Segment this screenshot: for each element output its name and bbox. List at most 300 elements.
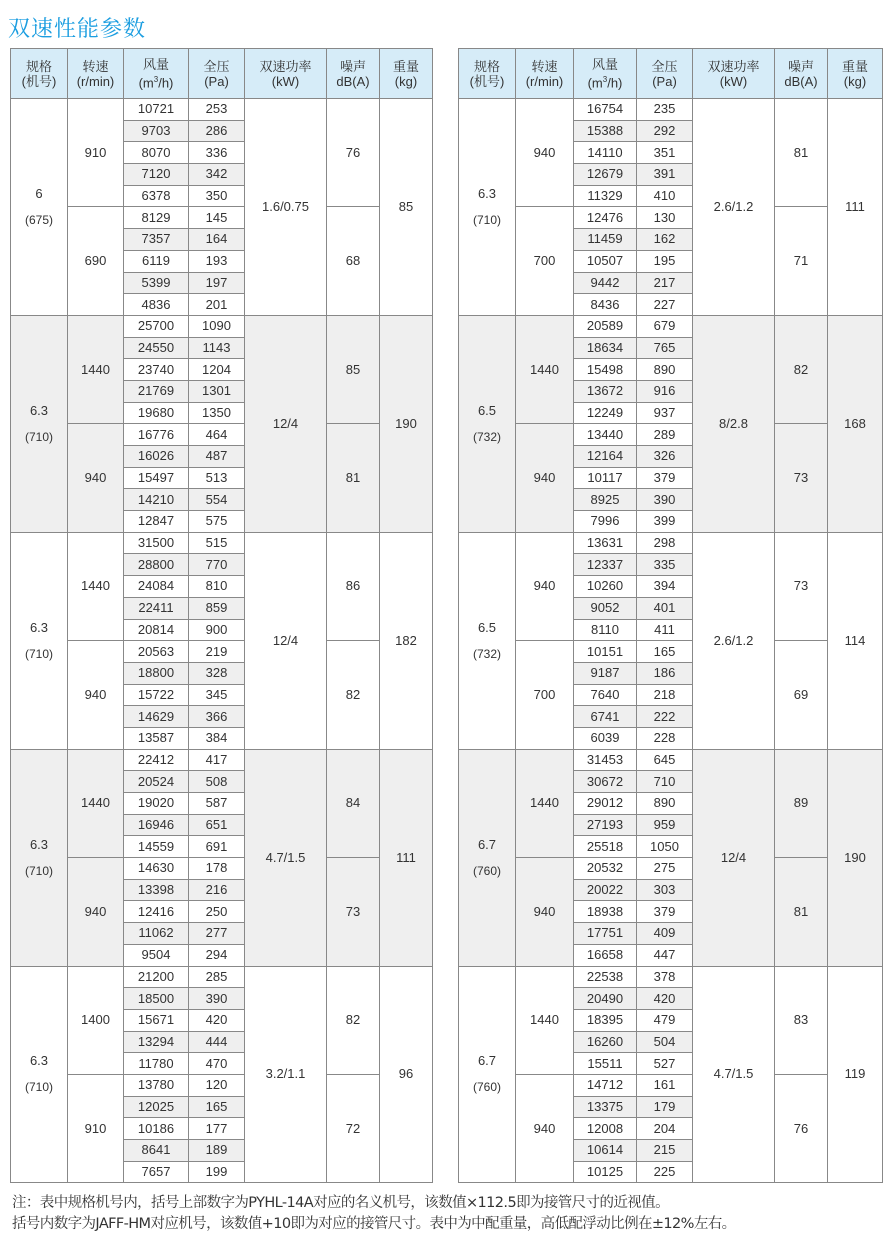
- header-flow-label: 风量: [142, 56, 169, 72]
- flow-cell: 8925: [574, 489, 637, 511]
- table-row: [459, 424, 883, 446]
- pressure-cell: 394: [637, 576, 693, 598]
- flow-cell: 15498: [574, 359, 637, 381]
- pressure-cell: 651: [189, 814, 245, 836]
- noise-cell: 83: [775, 966, 828, 1074]
- pressure-cell: 384: [189, 727, 245, 749]
- flow-cell: 11780: [124, 1053, 189, 1075]
- weight-cell: 85: [380, 99, 433, 316]
- power-cell: 12/4: [245, 315, 327, 532]
- speed-cell: 1440: [516, 315, 574, 423]
- speed-cell: 910: [68, 1074, 124, 1182]
- pressure-cell: 390: [189, 988, 245, 1010]
- pressure-cell: 161: [637, 1074, 693, 1096]
- flow-cell: 9504: [124, 944, 189, 966]
- flow-cell: 12476: [574, 207, 637, 229]
- header-spec-label: 规格: [25, 58, 52, 74]
- pressure-cell: 326: [637, 446, 693, 468]
- header-pressure-unit: (Pa): [652, 73, 677, 89]
- header-spec-unit: (机号): [21, 73, 57, 89]
- pressure-cell: 342: [189, 164, 245, 186]
- flow-cell: 7640: [574, 684, 637, 706]
- speed-cell: 940: [516, 99, 574, 207]
- table-row: [11, 749, 433, 771]
- flow-cell: 25700: [124, 315, 189, 337]
- table-row: [11, 532, 433, 554]
- speed-cell: 940: [68, 641, 124, 749]
- power-cell: 3.2/1.1: [245, 966, 327, 1183]
- pressure-cell: 328: [189, 662, 245, 684]
- pressure-cell: 164: [189, 229, 245, 251]
- header-power-label: 双速功率: [707, 58, 760, 74]
- pressure-cell: 1090: [189, 315, 245, 337]
- pressure-cell: 235: [637, 99, 693, 121]
- flow-cell: 19680: [124, 402, 189, 424]
- pressure-cell: 275: [637, 858, 693, 880]
- pressure-cell: 201: [189, 294, 245, 316]
- header-noise-unit: dB(A): [784, 73, 818, 89]
- table-row: [459, 749, 883, 771]
- weight-cell: 190: [828, 749, 883, 966]
- flow-cell: 12416: [124, 901, 189, 923]
- pressure-cell: 215: [637, 1140, 693, 1162]
- table-row: [459, 315, 883, 337]
- pressure-cell: 575: [189, 511, 245, 533]
- flow-cell: 30672: [574, 771, 637, 793]
- flow-cell: 13375: [574, 1096, 637, 1118]
- header-spec: [459, 49, 516, 99]
- flow-cell: 9703: [124, 120, 189, 142]
- spec-sub-number: (710): [472, 212, 501, 227]
- pressure-cell: 691: [189, 836, 245, 858]
- flow-cell: 8070: [124, 142, 189, 164]
- notes: [12, 1193, 736, 1235]
- pressure-cell: 1204: [189, 359, 245, 381]
- table-header: [459, 49, 883, 99]
- speed-cell: 1400: [68, 966, 124, 1074]
- header-flow-unit: (m: [587, 75, 603, 91]
- flow-cell: 12679: [574, 164, 637, 186]
- pressure-cell: 900: [189, 619, 245, 641]
- spec-number: 6.5: [477, 619, 497, 635]
- flow-cell: 15722: [124, 684, 189, 706]
- header-flow-sup: 3: [153, 74, 159, 84]
- note-line: 括号内数字为JAFF-HM对应机号，该数值+10即为对应的接管尺寸。表中为中配重量，高低配浮动比例在±12%左右。: [12, 1216, 736, 1232]
- flow-cell: 6741: [574, 706, 637, 728]
- noise-cell: 82: [327, 641, 380, 749]
- table-row: [11, 424, 433, 446]
- flow-cell: 11062: [124, 923, 189, 945]
- pressure-cell: 253: [189, 99, 245, 121]
- noise-cell: 82: [327, 966, 380, 1074]
- spec-cell: [459, 966, 516, 1183]
- header-power: [245, 49, 327, 99]
- header-speed-label: 转速: [82, 58, 109, 74]
- header-weight-unit: (kg): [843, 73, 867, 89]
- flow-cell: 24084: [124, 576, 189, 598]
- pressure-cell: 679: [637, 315, 693, 337]
- flow-cell: 20524: [124, 771, 189, 793]
- flow-cell: 16260: [574, 1031, 637, 1053]
- pressure-cell: 959: [637, 814, 693, 836]
- noise-cell: 68: [327, 207, 380, 315]
- flow-cell: 7357: [124, 229, 189, 251]
- pressure-cell: 178: [189, 858, 245, 880]
- pressure-cell: 765: [637, 337, 693, 359]
- table-row: [459, 1074, 883, 1096]
- pressure-cell: 289: [637, 424, 693, 446]
- power-cell: 12/4: [245, 532, 327, 749]
- flow-cell: 14712: [574, 1074, 637, 1096]
- flow-cell: 24550: [124, 337, 189, 359]
- pressure-cell: 409: [637, 923, 693, 945]
- pressure-cell: 225: [637, 1161, 693, 1183]
- flow-cell: 7120: [124, 164, 189, 186]
- flow-cell: 16946: [124, 814, 189, 836]
- pressure-cell: 366: [189, 706, 245, 728]
- speed-cell: 1440: [68, 315, 124, 423]
- pressure-cell: 216: [189, 879, 245, 901]
- flow-cell: 14210: [124, 489, 189, 511]
- flow-cell: 10186: [124, 1118, 189, 1140]
- pressure-cell: 350: [189, 185, 245, 207]
- flow-cell: 9187: [574, 662, 637, 684]
- pressure-cell: 399: [637, 511, 693, 533]
- pressure-cell: 165: [189, 1096, 245, 1118]
- header-weight: [828, 49, 883, 99]
- flow-cell: 13440: [574, 424, 637, 446]
- flow-cell: 22412: [124, 749, 189, 771]
- speed-cell: 940: [68, 858, 124, 966]
- header-speed: [68, 49, 124, 99]
- noise-cell: 76: [775, 1074, 828, 1182]
- pressure-cell: 1350: [189, 402, 245, 424]
- header-speed-unit: (r/min): [76, 73, 115, 89]
- noise-cell: 69: [775, 641, 828, 749]
- header-flow-label: 风量: [591, 56, 618, 72]
- pressure-cell: 504: [637, 1031, 693, 1053]
- flow-cell: 10125: [574, 1161, 637, 1183]
- spec-cell: [11, 966, 68, 1183]
- spec-number: 6.7: [477, 1053, 497, 1069]
- header-pressure-label: 全压: [651, 58, 678, 74]
- spec-number: 6.5: [477, 402, 497, 418]
- flow-cell: 12008: [574, 1118, 637, 1140]
- pressure-cell: 391: [637, 164, 693, 186]
- spec-number: 6.3: [29, 619, 49, 635]
- performance-table-right: [458, 48, 883, 1183]
- header-flow: [124, 49, 189, 99]
- pressure-cell: 410: [637, 185, 693, 207]
- table-row: [11, 858, 433, 880]
- flow-cell: 20022: [574, 879, 637, 901]
- spec-number: 6.7: [477, 836, 497, 852]
- flow-cell: 15511: [574, 1053, 637, 1075]
- header-weight-unit: (kg): [394, 73, 418, 89]
- pressure-cell: 179: [637, 1096, 693, 1118]
- speed-cell: 1440: [68, 749, 124, 857]
- pressure-cell: 916: [637, 380, 693, 402]
- table-row: [11, 1074, 433, 1096]
- flow-cell: 28800: [124, 554, 189, 576]
- header-power-unit: (kW): [271, 73, 300, 89]
- flow-cell: 10614: [574, 1140, 637, 1162]
- performance-table-left: [10, 48, 433, 1183]
- spec-number: 6.3: [29, 1053, 49, 1069]
- table-row: [459, 207, 883, 229]
- flow-cell: 18395: [574, 1009, 637, 1031]
- pressure-cell: 336: [189, 142, 245, 164]
- spec-sub-number: (732): [472, 646, 501, 661]
- header-spec-unit: (机号): [469, 73, 505, 89]
- pressure-cell: 890: [637, 359, 693, 381]
- pressure-cell: 120: [189, 1074, 245, 1096]
- table-row: [459, 641, 883, 663]
- table-row: [11, 207, 433, 229]
- header-flow-sup: 3: [602, 74, 608, 84]
- flow-cell: 19020: [124, 793, 189, 815]
- flow-cell: 18500: [124, 988, 189, 1010]
- spec-cell: [11, 99, 68, 316]
- header-pressure-label: 全压: [203, 58, 230, 74]
- header-flow-unit: (m: [138, 75, 154, 91]
- header-weight-label: 重量: [841, 58, 868, 74]
- pressure-cell: 937: [637, 402, 693, 424]
- header-speed-label: 转速: [531, 58, 558, 74]
- weight-cell: 182: [380, 532, 433, 749]
- power-cell: 2.6/1.2: [693, 532, 775, 749]
- table-row: [11, 641, 433, 663]
- flow-cell: 16658: [574, 944, 637, 966]
- flow-cell: 14629: [124, 706, 189, 728]
- flow-cell: 6039: [574, 727, 637, 749]
- header-spec-label: 规格: [473, 58, 500, 74]
- noise-cell: 81: [775, 858, 828, 966]
- weight-cell: 168: [828, 315, 883, 532]
- flow-cell: 11329: [574, 185, 637, 207]
- flow-cell: 17751: [574, 923, 637, 945]
- spec-sub-number: (710): [24, 1080, 53, 1095]
- pressure-cell: 515: [189, 532, 245, 554]
- spec-number: 6.3: [29, 402, 49, 418]
- pressure-cell: 177: [189, 1118, 245, 1140]
- pressure-cell: 417: [189, 749, 245, 771]
- pressure-cell: 710: [637, 771, 693, 793]
- pressure-cell: 645: [637, 749, 693, 771]
- flow-cell: 20563: [124, 641, 189, 663]
- pressure-cell: 335: [637, 554, 693, 576]
- flow-cell: 8110: [574, 619, 637, 641]
- header-flow: [574, 49, 637, 99]
- header-noise: [775, 49, 828, 99]
- header-spec: [11, 49, 68, 99]
- flow-cell: 10260: [574, 576, 637, 598]
- noise-cell: 81: [327, 424, 380, 532]
- pressure-cell: 587: [189, 793, 245, 815]
- noise-cell: 85: [327, 315, 380, 423]
- flow-cell: 9052: [574, 597, 637, 619]
- pressure-cell: 145: [189, 207, 245, 229]
- spec-sub-number: (675): [24, 212, 53, 227]
- spec-number: 6.3: [29, 836, 49, 852]
- pressure-cell: 447: [637, 944, 693, 966]
- header-power: [693, 49, 775, 99]
- pressure-cell: 277: [189, 923, 245, 945]
- pressure-cell: 351: [637, 142, 693, 164]
- pressure-cell: 470: [189, 1053, 245, 1075]
- weight-cell: 190: [380, 315, 433, 532]
- pressure-cell: 162: [637, 229, 693, 251]
- noise-cell: 89: [775, 749, 828, 857]
- spec-cell: [459, 315, 516, 532]
- spec-sub-number: (732): [472, 429, 501, 444]
- spec-number: 6.3: [477, 185, 497, 201]
- speed-cell: 940: [516, 424, 574, 532]
- flow-cell: 13294: [124, 1031, 189, 1053]
- speed-cell: 940: [516, 858, 574, 966]
- pressure-cell: 303: [637, 879, 693, 901]
- pressure-cell: 130: [637, 207, 693, 229]
- weight-cell: 96: [380, 966, 433, 1183]
- speed-cell: 940: [68, 424, 124, 532]
- pressure-cell: 464: [189, 424, 245, 446]
- flow-cell: 21769: [124, 380, 189, 402]
- spec-sub-number: (710): [24, 646, 53, 661]
- flow-cell: 20532: [574, 858, 637, 880]
- header-weight-label: 重量: [392, 58, 419, 74]
- flow-cell: 18634: [574, 337, 637, 359]
- pressure-cell: 285: [189, 966, 245, 988]
- flow-cell: 16026: [124, 446, 189, 468]
- flow-cell: 15388: [574, 120, 637, 142]
- speed-cell: 690: [68, 207, 124, 315]
- flow-cell: 22411: [124, 597, 189, 619]
- flow-cell: 13631: [574, 532, 637, 554]
- header-speed-unit: (r/min): [525, 73, 564, 89]
- pressure-cell: 222: [637, 706, 693, 728]
- header-flow-unit-end: /h): [158, 75, 174, 91]
- noise-cell: 71: [775, 207, 828, 315]
- power-cell: 4.7/1.5: [693, 966, 775, 1183]
- header-noise-unit: dB(A): [336, 73, 370, 89]
- flow-cell: 20814: [124, 619, 189, 641]
- pressure-cell: 444: [189, 1031, 245, 1053]
- table-row: [11, 99, 433, 121]
- header-pressure: [189, 49, 245, 99]
- pressure-cell: 217: [637, 272, 693, 294]
- table-row: [459, 532, 883, 554]
- header-pressure: [637, 49, 693, 99]
- flow-cell: 14559: [124, 836, 189, 858]
- power-cell: 12/4: [693, 749, 775, 966]
- flow-cell: 12025: [124, 1096, 189, 1118]
- flow-cell: 6119: [124, 250, 189, 272]
- flow-cell: 14110: [574, 142, 637, 164]
- flow-cell: 13780: [124, 1074, 189, 1096]
- flow-cell: 8129: [124, 207, 189, 229]
- flow-cell: 6378: [124, 185, 189, 207]
- flow-cell: 25518: [574, 836, 637, 858]
- noise-cell: 73: [775, 424, 828, 532]
- header-power-label: 双速功率: [259, 58, 312, 74]
- flow-cell: 10151: [574, 641, 637, 663]
- spec-sub-number: (760): [472, 1080, 501, 1095]
- flow-cell: 31453: [574, 749, 637, 771]
- flow-cell: 13672: [574, 380, 637, 402]
- power-cell: 1.6/0.75: [245, 99, 327, 316]
- noise-cell: 72: [327, 1074, 380, 1182]
- flow-cell: 23740: [124, 359, 189, 381]
- flow-cell: 16754: [574, 99, 637, 121]
- speed-cell: 700: [516, 207, 574, 315]
- pressure-cell: 345: [189, 684, 245, 706]
- flow-cell: 7657: [124, 1161, 189, 1183]
- flow-cell: 22538: [574, 966, 637, 988]
- pressure-cell: 479: [637, 1009, 693, 1031]
- flow-cell: 15671: [124, 1009, 189, 1031]
- pressure-cell: 401: [637, 597, 693, 619]
- header-pressure-unit: (Pa): [204, 73, 229, 89]
- pressure-cell: 379: [637, 901, 693, 923]
- note-line: 注：表中规格机号内，括号上部数字为PYHL-14A对应的名义机号，该数值×112.5即为接管尺寸的近视值。: [12, 1195, 669, 1211]
- flow-cell: 15497: [124, 467, 189, 489]
- pressure-cell: 199: [189, 1161, 245, 1183]
- flow-cell: 8641: [124, 1140, 189, 1162]
- table-row: [459, 966, 883, 988]
- flow-cell: 7996: [574, 511, 637, 533]
- pressure-cell: 186: [637, 662, 693, 684]
- spec-sub-number: (710): [24, 429, 53, 444]
- header-noise-label: 噪声: [339, 58, 366, 74]
- noise-cell: 73: [775, 532, 828, 640]
- flow-cell: 18938: [574, 901, 637, 923]
- flow-cell: 11459: [574, 229, 637, 251]
- noise-cell: 84: [327, 749, 380, 857]
- pressure-cell: 411: [637, 619, 693, 641]
- pressure-cell: 193: [189, 250, 245, 272]
- pressure-cell: 1143: [189, 337, 245, 359]
- spec-cell: [11, 749, 68, 966]
- weight-cell: 111: [380, 749, 433, 966]
- flow-cell: 9442: [574, 272, 637, 294]
- pressure-cell: 1301: [189, 380, 245, 402]
- pressure-cell: 420: [637, 988, 693, 1010]
- speed-cell: 1440: [516, 966, 574, 1074]
- pressure-cell: 195: [637, 250, 693, 272]
- power-cell: 2.6/1.2: [693, 99, 775, 316]
- header-weight: [380, 49, 433, 99]
- page-title: 双速性能参数: [8, 17, 147, 42]
- flow-cell: 12249: [574, 402, 637, 424]
- pressure-cell: 286: [189, 120, 245, 142]
- weight-cell: 111: [828, 99, 883, 316]
- flow-cell: 18800: [124, 662, 189, 684]
- speed-cell: 700: [516, 641, 574, 749]
- flow-cell: 14630: [124, 858, 189, 880]
- pressure-cell: 554: [189, 489, 245, 511]
- spec-cell: [11, 532, 68, 749]
- speed-cell: 940: [516, 1074, 574, 1182]
- flow-cell: 21200: [124, 966, 189, 988]
- noise-cell: 82: [775, 315, 828, 423]
- pressure-cell: 197: [189, 272, 245, 294]
- spec-sub-number: (760): [472, 863, 501, 878]
- weight-cell: 114: [828, 532, 883, 749]
- flow-cell: 20490: [574, 988, 637, 1010]
- pressure-cell: 420: [189, 1009, 245, 1031]
- pressure-cell: 250: [189, 901, 245, 923]
- spec-sub-number: (710): [24, 863, 53, 878]
